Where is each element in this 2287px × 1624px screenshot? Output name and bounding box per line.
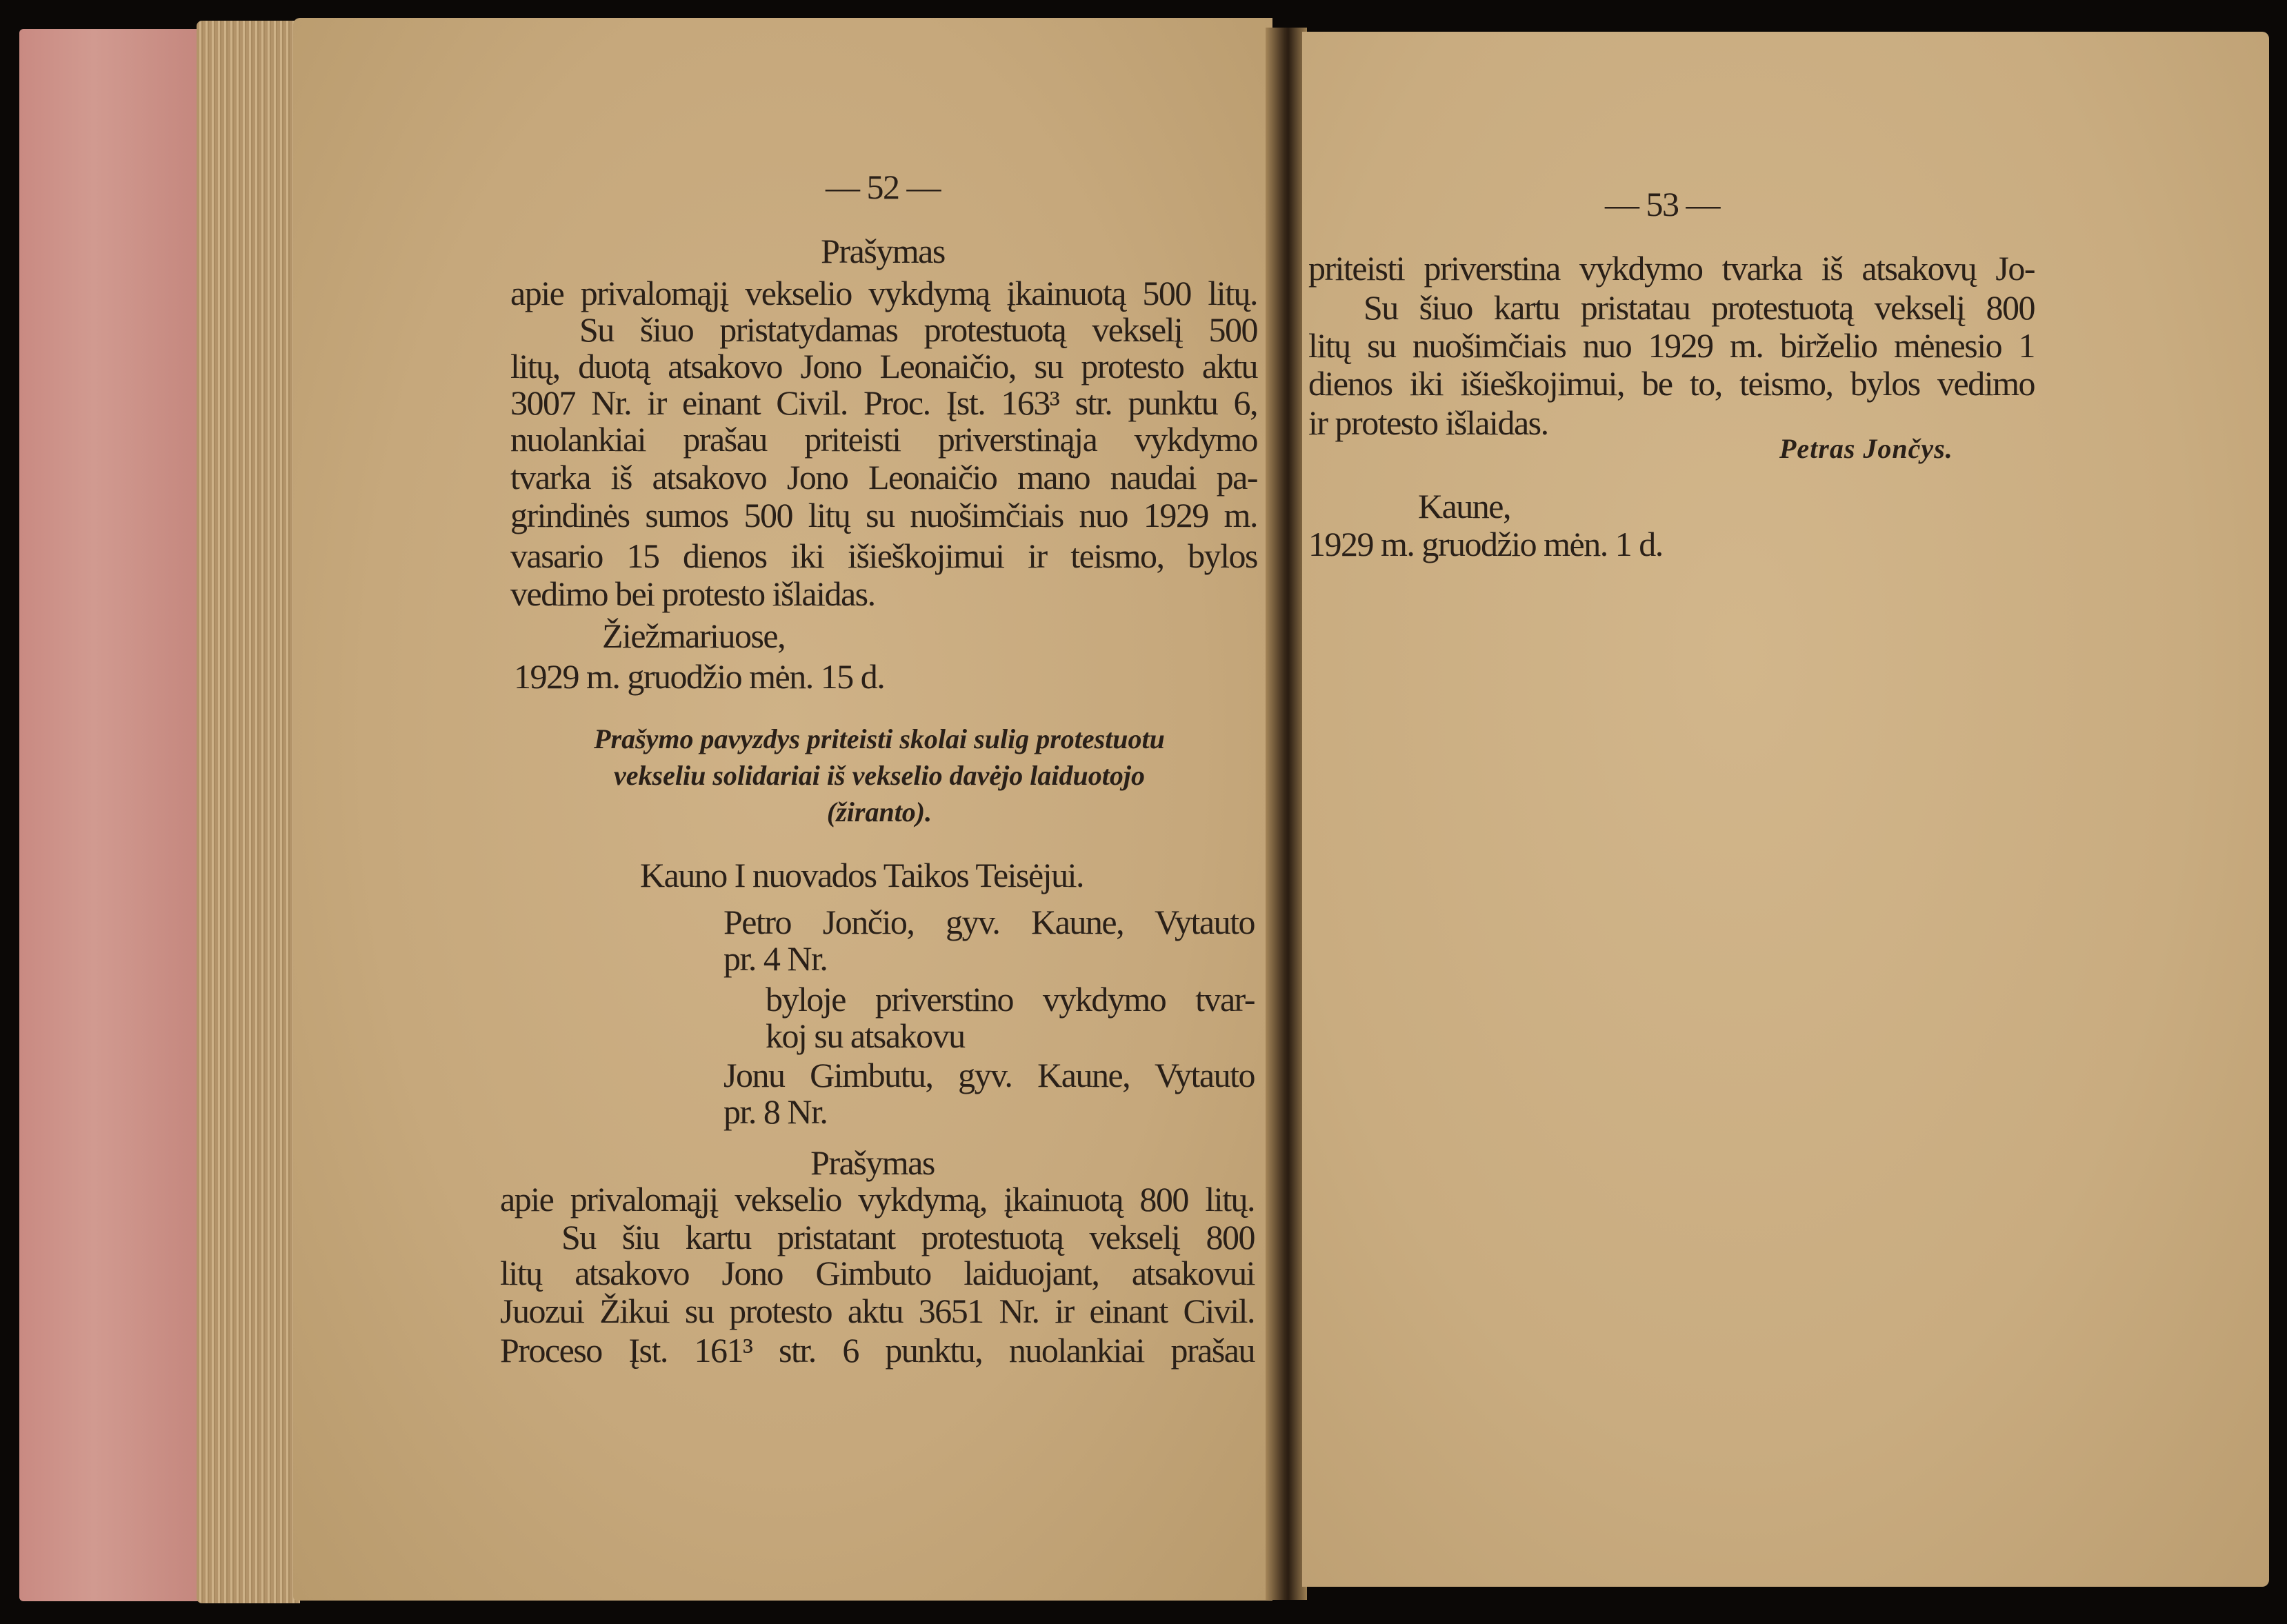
para1-line: grindinės sumos 500 litų su nuošimčiais nuo 1929 m. xyxy=(510,496,1257,534)
example-heading-line: vekseliu solidariai iš vekselio davėjo laiduotojo xyxy=(614,760,1145,791)
right-para-line: dienos iki išieškojimui, be to, teismo, bylos vedimo xyxy=(1308,364,2035,403)
para1-line: vasario 15 dienos iki išieškojimui ir teismo, bylos xyxy=(510,537,1257,575)
addressee: Kauno I nuovados Taikos Teisėjui. xyxy=(640,856,1083,894)
example-heading-line: (žiranto). xyxy=(826,796,932,828)
para1-line: apie privalomąjį vekselio vykdymą įkainuotą 500 litų. xyxy=(510,274,1257,312)
place-kaune: Kaune, xyxy=(1418,487,1510,525)
page-number-53: — 53 — xyxy=(1605,185,1719,223)
para1-line: Su šiuo pristatydamas protestuotą vekselį 500 xyxy=(579,310,1257,349)
party-line: pr. 8 Nr. xyxy=(723,1092,828,1131)
date-2: 1929 m. gruodžio mėn. 1 d. xyxy=(1308,525,1663,563)
page-number-52: — 52 — xyxy=(826,168,940,206)
book-gutter xyxy=(1266,28,1307,1600)
para2-line: Su šiu kartu pristatant protestuotą vekselį 800 xyxy=(561,1218,1255,1256)
right-para-line: priteisti priverstina vykdymo tvarka iš atsakovų Jo- xyxy=(1308,249,2035,288)
para1-line: 3007 Nr. ir einant Civil. Proc. Įst. 163³ str. punktu 6, xyxy=(510,383,1257,422)
right-para-line: Su šiuo kartu pristatau protestuotą vekselį 800 xyxy=(1364,288,2035,327)
book-cover xyxy=(19,29,206,1601)
para1-line: litų, duotą atsakovo Jono Leonaičio, su protesto aktu xyxy=(510,347,1257,385)
place-ziezmariuose: Žiežmariuose, xyxy=(602,616,786,655)
para2-line: litų atsakovo Jono Gimbuto laiduojant, atsakovui xyxy=(500,1254,1255,1292)
para2-line: Juozui Žikui su protesto aktu 3651 Nr. ir einant Civil. xyxy=(500,1292,1255,1330)
para1-line: vedimo bei protesto išlaidas. xyxy=(510,574,875,613)
party-line: koj su atsakovu xyxy=(766,1016,965,1055)
signature: Petras Jončys. xyxy=(1779,433,1953,464)
party-line: byloje priverstino vykdymo tvar- xyxy=(766,980,1255,1019)
title-prasymas-1: Prašymas xyxy=(821,232,945,270)
right-para-line: ir protesto išlaidas. xyxy=(1308,403,1548,442)
date-1: 1929 m. gruodžio mėn. 15 d. xyxy=(514,657,885,696)
page-edges xyxy=(197,21,300,1603)
party-line: Jonu Gimbutu, gyv. Kaune, Vytauto xyxy=(723,1056,1255,1094)
para1-line: nuolankiai prašau priteisti priverstinąja vykdymo xyxy=(510,420,1257,459)
para2-line: Proceso Įst. 161³ str. 6 punktu, nuolankiai prašau xyxy=(500,1331,1255,1370)
para2-line: apie privalomąjį vekselio vykdymą, įkainuotą 800 litų. xyxy=(500,1180,1255,1219)
example-heading-line: Prašymo pavyzdys priteisti skolai sulig protestuotu xyxy=(594,723,1165,754)
party-line: Petro Jončio, gyv. Kaune, Vytauto xyxy=(723,903,1255,941)
party-line: pr. 4 Nr. xyxy=(723,939,828,978)
right-para-line: litų su nuošimčiais nuo 1929 m. birželio mėnesio 1 xyxy=(1308,326,2035,365)
title-prasymas-2: Prašymas xyxy=(810,1143,935,1182)
para1-line: tvarka iš atsakovo Jono Leonaičio mano naudai pa- xyxy=(510,458,1257,497)
